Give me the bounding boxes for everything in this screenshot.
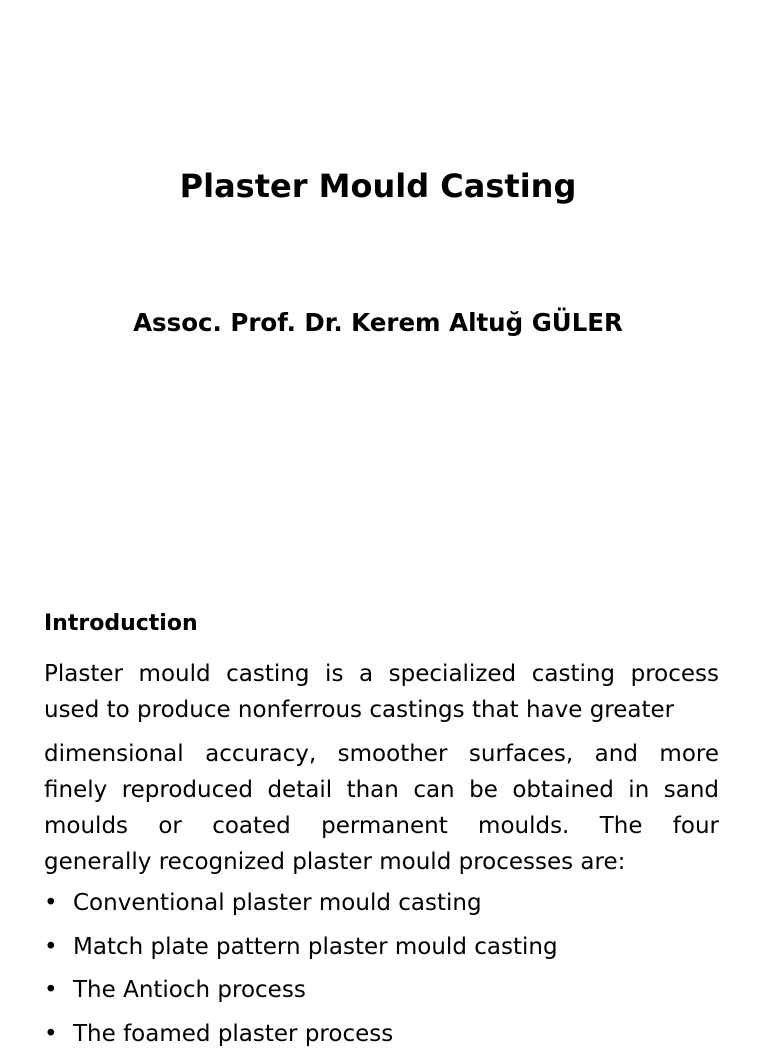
section-heading: Introduction: [44, 609, 198, 639]
paragraph-line: Plaster mould casting is a specialized casting process: [44, 656, 719, 692]
list-item-text: Conventional plaster mould casting: [73, 890, 482, 916]
paragraph-line: moulds or coated permanent moulds. The four: [44, 808, 719, 844]
paragraph-line: used to produce nonferrous castings that have greater: [44, 692, 719, 728]
paragraph-line: finely reproduced detail than can be obtained in sand: [44, 772, 719, 808]
bullet-icon: •: [44, 970, 58, 1010]
bullet-icon: •: [44, 1014, 58, 1054]
list-item: [44, 1014, 744, 1057]
bullet-icon: •: [44, 883, 58, 923]
paragraph-continued: [44, 736, 719, 880]
list-item: [44, 883, 744, 927]
process-list: [44, 883, 744, 1057]
bullet-icon: •: [44, 927, 58, 967]
list-item: [44, 927, 744, 971]
list-item-text: The foamed plaster process: [73, 1021, 393, 1047]
list-item: [44, 970, 744, 1014]
paragraph-intro: [44, 656, 719, 728]
slide-title: Plaster Mould Casting: [0, 164, 756, 208]
slide-subtitle: Assoc. Prof. Dr. Kerem Altuğ GÜLER: [0, 306, 756, 340]
paragraph-line: dimensional accuracy, smoother surfaces, and more: [44, 736, 719, 772]
list-item-text: Match plate pattern plaster mould casting: [73, 934, 558, 960]
list-item-text: The Antioch process: [73, 977, 306, 1003]
paragraph-line: generally recognized plaster mould processes are:: [44, 844, 719, 880]
